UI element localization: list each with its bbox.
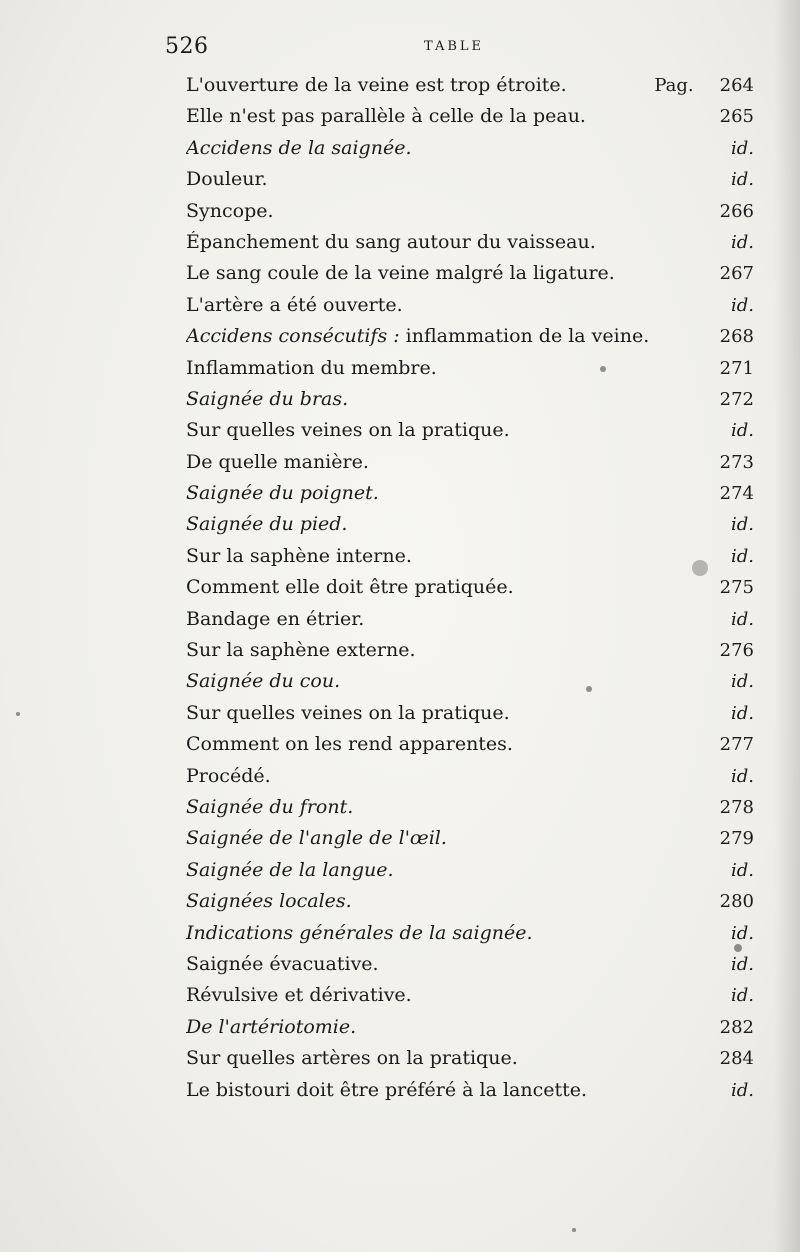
toc-entry-page: 278	[719, 796, 754, 818]
toc-entry	[186, 513, 754, 544]
toc-entry-title: Saignée du poignet.	[186, 482, 379, 505]
toc-entry	[186, 827, 754, 858]
toc-entry-page: id.	[730, 702, 754, 724]
toc-entry-title: Sur quelles veines on la pratique.	[186, 701, 510, 724]
toc-entry-title: L'ouverture de la veine est trop étroite.	[186, 74, 567, 96]
toc-entry	[186, 451, 754, 482]
toc-entry-page: id.	[730, 985, 754, 1007]
toc-entry-title: Comment on les rend apparentes.	[186, 733, 513, 756]
toc-entry	[186, 859, 754, 890]
toc-entry	[186, 922, 754, 953]
toc-entry-title: Comment elle doit être pratiquée.	[186, 576, 514, 599]
toc-entry-page: 280	[719, 891, 754, 913]
toc-entry-page: 276	[719, 640, 754, 662]
toc-entry-title: Procédé.	[186, 764, 271, 787]
toc-entry	[186, 639, 754, 670]
ink-speck	[600, 366, 606, 372]
toc-entry-page: 284	[719, 1048, 754, 1070]
toc-entry-title: Sur la saphène externe.	[186, 639, 416, 662]
toc-entry-title: Sur quelles veines on la pratique.	[186, 419, 510, 442]
toc-entry-page: id.	[730, 137, 754, 159]
toc-entry	[186, 262, 754, 293]
toc-entry-page: 265	[719, 106, 754, 128]
toc-entry-title: Saignée du cou.	[186, 670, 341, 693]
toc-entry-title: Inflammation du membre.	[186, 356, 437, 379]
toc-entry	[186, 325, 754, 356]
toc-entry-title: Sur quelles artères on la pratique.	[186, 1047, 518, 1070]
toc-entry	[186, 1079, 754, 1110]
page-number: 526	[165, 34, 209, 59]
toc-entry	[186, 482, 754, 513]
toc-entry-page: id.	[730, 420, 754, 442]
toc-entry	[186, 231, 754, 262]
toc-entry-page: id.	[730, 922, 754, 944]
toc-entry-title-rest: inflammation de la veine.	[399, 325, 650, 348]
toc-entry-page: 277	[719, 734, 754, 756]
toc-entry-page: id.	[730, 1079, 754, 1101]
ink-speck	[16, 712, 20, 716]
ink-speck	[692, 560, 708, 576]
ink-speck	[734, 944, 742, 952]
toc-entry-title: Saignée du bras.	[186, 387, 349, 410]
toc-entry-title: Le bistouri doit être préféré à la lancette.	[186, 1078, 588, 1101]
toc-entry-title: Saignée de l'angle de l'œil.	[186, 827, 447, 850]
toc-entry-title: Saignées locales.	[186, 890, 352, 913]
toc-entry-title: Saignée évacuative.	[186, 952, 379, 975]
toc-entry	[186, 388, 754, 419]
toc-entry-title: Le sang coule de la veine malgré la ligature.	[186, 262, 615, 285]
toc-entry-page: 275	[719, 577, 754, 599]
toc-entry	[186, 576, 754, 607]
toc-entry-title: De quelle manière.	[186, 450, 369, 473]
ink-speck	[572, 1228, 576, 1232]
toc-entry	[186, 984, 754, 1015]
toc-entry	[186, 702, 754, 733]
toc-entry	[186, 168, 754, 199]
toc-entry	[186, 200, 754, 231]
toc-entry-page: 272	[719, 388, 754, 410]
toc-entry	[186, 670, 754, 701]
pag-label: Pag.	[654, 75, 694, 96]
toc-entry	[186, 419, 754, 450]
toc-entry	[186, 105, 754, 136]
toc-entry	[186, 796, 754, 827]
toc-entry	[186, 1016, 754, 1047]
toc-entry-page: id.	[730, 859, 754, 881]
toc-entry	[186, 608, 754, 639]
toc-entry-page: 273	[719, 451, 754, 473]
ink-speck	[586, 686, 592, 692]
toc-entry-title: Saignée du pied.	[186, 513, 348, 536]
toc-entry-page: 264	[719, 75, 754, 96]
toc-entry-page: 279	[719, 828, 754, 850]
toc-entry-page: id.	[730, 545, 754, 567]
toc-entry-page: id.	[730, 608, 754, 630]
toc-entry-title: Épanchement du sang autour du vaisseau.	[186, 230, 596, 253]
toc-entry	[186, 1047, 754, 1078]
toc-entry-title: Syncope.	[186, 199, 274, 222]
toc-entry-title: Elle n'est pas parallèle à celle de la peau.	[186, 105, 586, 128]
toc-entry-page: 268	[719, 326, 754, 348]
toc-entry-title: Sur la saphène interne.	[186, 544, 412, 567]
toc-entry-page: 271	[719, 357, 754, 379]
toc-entry-page: id.	[730, 671, 754, 693]
toc-entry-title: Révulsive et dérivative.	[186, 984, 412, 1007]
toc-entry-title: Indications générales de la saignée.	[186, 921, 533, 944]
toc-entry	[186, 294, 754, 325]
toc-entry	[186, 733, 754, 764]
toc-entry-page: id.	[730, 953, 754, 975]
toc-entry	[186, 357, 754, 388]
toc-entry-page: id.	[730, 294, 754, 316]
toc-entry-page: id.	[730, 765, 754, 787]
toc-entry	[186, 74, 754, 105]
toc-entry-title: L'artère a été ouverte.	[186, 293, 403, 316]
running-head: TABLE	[424, 39, 485, 54]
toc-entry-page: id.	[730, 231, 754, 253]
toc-entry-page: id.	[730, 169, 754, 191]
toc-entry-title: Accidens de la saignée.	[186, 136, 412, 159]
toc-entry-title: Bandage en étrier.	[186, 607, 365, 630]
toc-entry	[186, 545, 754, 576]
toc-entry	[186, 890, 754, 921]
toc-entry-title: Saignée du front.	[186, 795, 354, 818]
toc-entry	[186, 765, 754, 796]
toc-entry	[186, 137, 754, 168]
page-fold-shadow	[774, 0, 800, 1252]
toc-entry-page: 274	[719, 483, 754, 505]
toc-entry-title: Saignée de la langue.	[186, 858, 394, 881]
toc-entry-page: 266	[719, 200, 754, 222]
toc-entry-title: Douleur.	[186, 168, 268, 191]
toc-entry-title	[186, 325, 649, 347]
toc-entry-title-italic: Accidens consécutifs :	[186, 325, 400, 348]
table-of-contents	[186, 74, 754, 1110]
toc-entry-page: 282	[719, 1016, 754, 1038]
toc-entry	[186, 953, 754, 984]
toc-entry-page: 267	[719, 263, 754, 285]
toc-entry-page: id.	[730, 514, 754, 536]
toc-entry-title: De l'artériotomie.	[186, 1015, 357, 1038]
